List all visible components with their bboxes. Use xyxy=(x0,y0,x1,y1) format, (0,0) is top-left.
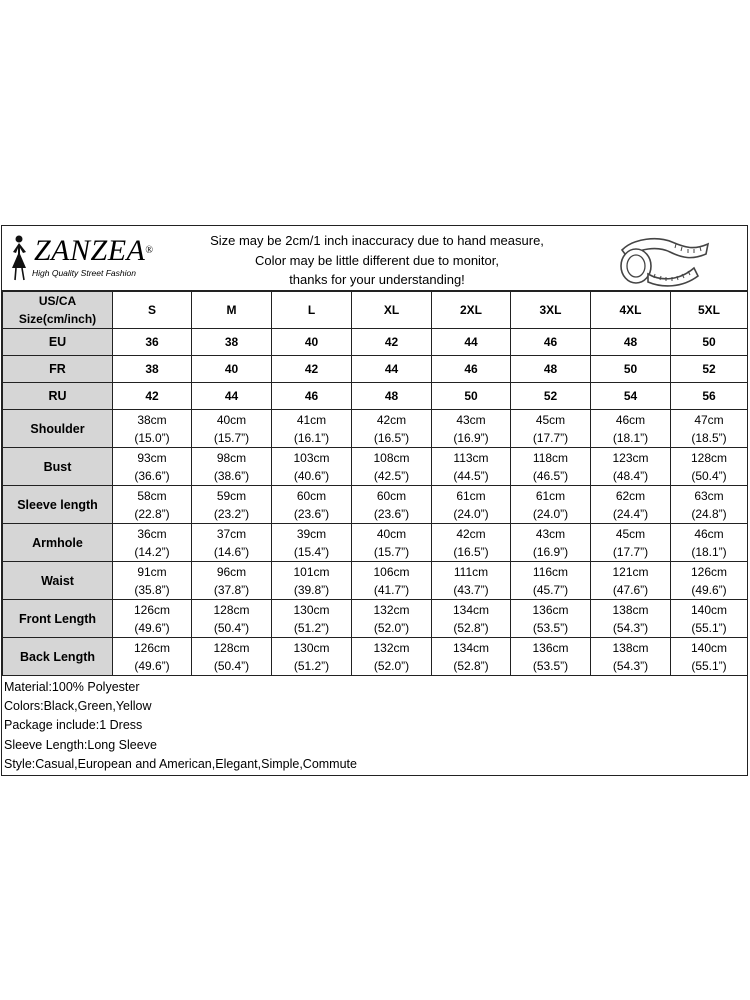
conversion-cell: 52 xyxy=(671,356,748,383)
measurement-cell xyxy=(432,410,511,448)
measurement-inch: (16.9”) xyxy=(532,544,569,559)
notice-line: Size may be 2cm/1 inch inaccuracy due to hand measure, xyxy=(210,233,544,248)
measurement-cm: 46cm xyxy=(694,526,724,541)
measurement-cm: 41cm xyxy=(296,412,327,427)
measurement-inch: (54.3”) xyxy=(612,620,649,635)
size-corner-label xyxy=(3,292,113,329)
measurement-cell xyxy=(511,562,591,600)
conversion-row xyxy=(3,383,748,410)
measurement-inch: (50.4”) xyxy=(213,620,250,635)
size-header-cell: L xyxy=(272,292,352,329)
conversion-cell: 40 xyxy=(272,329,352,356)
size-header-cell: S xyxy=(113,292,192,329)
measurement-cell xyxy=(432,562,511,600)
size-header-cell: 4XL xyxy=(591,292,671,329)
measurement-cell xyxy=(113,638,192,676)
size-header-cell: 2XL xyxy=(432,292,511,329)
measurement-cell xyxy=(591,410,671,448)
measurement-cell xyxy=(352,638,432,676)
conversion-cell: 46 xyxy=(432,356,511,383)
measurement-cell xyxy=(192,562,272,600)
measurement-cm: 128cm xyxy=(213,640,250,655)
measurement-cm: 134cm xyxy=(452,602,490,617)
measurement-cell xyxy=(671,410,748,448)
measurement-cm: 136cm xyxy=(532,602,569,617)
measurement-row-label: Waist xyxy=(3,562,113,600)
measurement-cell xyxy=(511,638,591,676)
measurement-inch: (16.5”) xyxy=(453,544,489,559)
measurement-row xyxy=(3,524,748,562)
measurement-cm: 108cm xyxy=(373,450,410,465)
measurement-inch: (42.5”) xyxy=(373,468,410,483)
conversion-cell: 50 xyxy=(432,383,511,410)
measurement-cell xyxy=(352,600,432,638)
measurement-inch: (52.8”) xyxy=(453,620,489,635)
measurement-cm: 59cm xyxy=(216,488,247,503)
measurement-inch: (18.1”) xyxy=(691,544,727,559)
measurement-cell xyxy=(671,486,748,524)
measurement-inch: (45.7”) xyxy=(532,582,569,597)
measurement-inch: (24.8”) xyxy=(691,506,727,521)
measurement-cm: 61cm xyxy=(456,488,486,503)
measurement-cell xyxy=(671,524,748,562)
conversion-cell: 44 xyxy=(432,329,511,356)
brand-wordmark: ZANZEA xyxy=(34,234,146,267)
measurement-inch: (46.5”) xyxy=(532,468,569,483)
measurement-cm: 61cm xyxy=(535,488,566,503)
size-notice xyxy=(192,231,562,290)
measurement-cell xyxy=(113,600,192,638)
measurement-cell xyxy=(113,524,192,562)
registered-mark: ® xyxy=(145,245,154,256)
measurement-cm: 47cm xyxy=(694,412,724,427)
size-header-cell: 5XL xyxy=(671,292,748,329)
measurement-cm: 118cm xyxy=(532,450,569,465)
measurement-cell xyxy=(591,562,671,600)
measurement-cm: 91cm xyxy=(137,564,167,579)
conversion-cell: 38 xyxy=(192,329,272,356)
measurement-cm: 93cm xyxy=(137,450,167,465)
measurement-inch: (23.2”) xyxy=(213,506,250,521)
measurement-cm: 140cm xyxy=(690,602,728,617)
measurement-cell xyxy=(352,410,432,448)
conversion-cell: 36 xyxy=(113,329,192,356)
measurement-row-label: Back Length xyxy=(3,638,113,676)
measurement-inch: (54.3”) xyxy=(612,658,649,673)
corner-label-line: US/CA xyxy=(38,294,77,308)
measurement-cell xyxy=(511,600,591,638)
measurement-cell xyxy=(352,448,432,486)
measurement-inch: (51.2”) xyxy=(293,620,330,635)
measurement-cell xyxy=(511,524,591,562)
measurement-inch: (40.6”) xyxy=(293,468,330,483)
measurement-row xyxy=(3,638,748,676)
measurement-cell xyxy=(352,562,432,600)
measurement-inch: (16.9”) xyxy=(453,430,489,445)
measurement-inch: (39.8”) xyxy=(293,582,330,597)
size-header-row xyxy=(3,292,748,329)
brand-tagline: High Quality Street Fashion xyxy=(32,268,136,278)
measurement-cm: 128cm xyxy=(213,602,250,617)
measurement-inch: (37.8”) xyxy=(213,582,250,597)
measurement-cm: 60cm xyxy=(296,488,327,503)
measurement-cell xyxy=(192,410,272,448)
measurement-cm: 63cm xyxy=(694,488,724,503)
measurement-cell xyxy=(511,486,591,524)
conversion-cell: 42 xyxy=(352,329,432,356)
measurement-inch: (36.6”) xyxy=(134,468,170,483)
measurement-row xyxy=(3,448,748,486)
measurement-cell xyxy=(113,486,192,524)
measurement-row xyxy=(3,600,748,638)
conversion-cell: 42 xyxy=(113,383,192,410)
measurement-cm: 106cm xyxy=(373,564,410,579)
measurement-inch: (15.4”) xyxy=(293,544,330,559)
detail-line: Style:Casual,European and American,Elegant,Simple,Commute xyxy=(4,756,357,771)
measurement-cm: 42cm xyxy=(456,526,486,541)
measurement-cm: 126cm xyxy=(690,564,728,579)
size-table xyxy=(2,291,748,676)
measurement-cell xyxy=(591,448,671,486)
detail-line: Package include:1 Dress xyxy=(4,718,143,733)
measurement-cm: 101cm xyxy=(293,564,330,579)
measurement-cell xyxy=(432,638,511,676)
measurement-cell xyxy=(432,600,511,638)
measurement-cell xyxy=(272,600,352,638)
measurement-cm: 45cm xyxy=(615,526,646,541)
measurement-cell xyxy=(671,638,748,676)
measurement-inch: (49.6”) xyxy=(691,582,727,597)
conversion-cell: 56 xyxy=(671,383,748,410)
measurement-inch: (53.5”) xyxy=(532,620,569,635)
size-header-cell: 3XL xyxy=(511,292,591,329)
conversion-row xyxy=(3,356,748,383)
measurement-cm: 37cm xyxy=(216,526,247,541)
measurement-inch: (14.2”) xyxy=(134,544,170,559)
measurement-cell xyxy=(272,638,352,676)
measurement-cm: 40cm xyxy=(376,526,407,541)
measurement-cell xyxy=(352,486,432,524)
brand-logo xyxy=(6,232,166,284)
measurement-cell xyxy=(192,524,272,562)
size-chart-header xyxy=(2,226,747,291)
measurement-inch: (18.1”) xyxy=(612,430,649,445)
measurement-cell xyxy=(113,410,192,448)
measurement-cm: 46cm xyxy=(615,412,646,427)
measurement-cell xyxy=(272,486,352,524)
measurement-cell xyxy=(432,448,511,486)
measurement-inch: (15.7”) xyxy=(373,544,410,559)
conversion-row-label: FR xyxy=(3,356,113,383)
measurement-inch: (48.4”) xyxy=(612,468,649,483)
size-header-cell: M xyxy=(192,292,272,329)
measurement-inch: (43.7”) xyxy=(453,582,489,597)
conversion-cell: 50 xyxy=(671,329,748,356)
measurement-inch: (55.1”) xyxy=(691,658,727,673)
conversion-cell: 48 xyxy=(352,383,432,410)
measurement-row-label: Sleeve length xyxy=(3,486,113,524)
measurement-inch: (52.0”) xyxy=(373,658,410,673)
measurement-cm: 123cm xyxy=(612,450,649,465)
measurement-inch: (53.5”) xyxy=(532,658,569,673)
conversion-cell: 48 xyxy=(591,329,671,356)
measurement-inch: (15.7”) xyxy=(213,430,250,445)
measurement-cm: 111cm xyxy=(453,564,489,579)
measurement-rows xyxy=(3,410,748,676)
measurement-inch: (44.5”) xyxy=(453,468,489,483)
measurement-inch: (35.8”) xyxy=(134,582,170,597)
measurement-cm: 60cm xyxy=(376,488,407,503)
conversion-cell: 40 xyxy=(192,356,272,383)
measurement-cell xyxy=(272,524,352,562)
conversion-cell: 48 xyxy=(511,356,591,383)
measurement-cm: 45cm xyxy=(535,412,566,427)
conversion-cell: 42 xyxy=(272,356,352,383)
conversion-row xyxy=(3,329,748,356)
measuring-tape-icon xyxy=(614,230,714,288)
measurement-cell xyxy=(192,638,272,676)
measurement-inch: (17.7”) xyxy=(532,430,569,445)
corner-label-line: Size(cm/inch) xyxy=(18,312,97,326)
notice-line: thanks for your understanding! xyxy=(289,272,465,287)
measurement-cm: 43cm xyxy=(535,526,566,541)
detail-line: Sleeve Length:Long Sleeve xyxy=(4,737,157,752)
measurement-cm: 36cm xyxy=(137,526,167,541)
measurement-cell xyxy=(352,524,432,562)
measurement-cell xyxy=(591,524,671,562)
measurement-cm: 132cm xyxy=(373,602,410,617)
measurement-inch: (52.8”) xyxy=(453,658,489,673)
measurement-inch: (24.0”) xyxy=(453,506,489,521)
detail-line: Material:100% Polyester xyxy=(4,680,140,694)
measurement-inch: (41.7”) xyxy=(373,582,410,597)
measurement-cm: 113cm xyxy=(453,450,489,465)
measurement-inch: (47.6”) xyxy=(612,582,649,597)
notice-line: Color may be little different due to monitor, xyxy=(255,252,499,268)
measurement-cm: 134cm xyxy=(452,640,490,655)
measurement-inch: (14.6”) xyxy=(213,544,250,559)
measurement-inch: (49.6”) xyxy=(134,620,170,635)
measurement-row-label: Shoulder xyxy=(3,410,113,448)
size-header-cell: XL xyxy=(352,292,432,329)
conversion-cell: 52 xyxy=(511,383,591,410)
measurement-cell xyxy=(671,600,748,638)
conversion-cell: 46 xyxy=(272,383,352,410)
measurement-cm: 130cm xyxy=(293,602,330,617)
measurement-inch: (55.1”) xyxy=(691,620,727,635)
measurement-cm: 138cm xyxy=(612,602,649,617)
conversion-cell: 38 xyxy=(113,356,192,383)
measurement-cm: 40cm xyxy=(216,412,247,427)
measurement-cell xyxy=(591,638,671,676)
measurement-row xyxy=(3,562,748,600)
measurement-cell xyxy=(192,486,272,524)
fashion-model-icon xyxy=(6,234,32,282)
measurement-row xyxy=(3,410,748,448)
measurement-cm: 116cm xyxy=(532,564,569,579)
measurement-cell xyxy=(272,562,352,600)
measurement-cm: 58cm xyxy=(137,488,167,503)
measurement-cell xyxy=(432,486,511,524)
measurement-inch: (24.4”) xyxy=(612,506,649,521)
measurement-cm: 38cm xyxy=(137,412,167,427)
product-details xyxy=(4,678,744,774)
measurement-cell xyxy=(591,486,671,524)
measurement-cm: 103cm xyxy=(293,450,330,465)
measurement-cell xyxy=(272,410,352,448)
measurement-inch: (17.7”) xyxy=(612,544,649,559)
measurement-row-label: Armhole xyxy=(3,524,113,562)
measurement-inch: (15.0”) xyxy=(134,430,170,445)
conversion-rows xyxy=(3,329,748,410)
measurement-inch: (16.1”) xyxy=(293,430,330,445)
brand-name xyxy=(34,236,153,266)
measurement-inch: (50.4”) xyxy=(691,468,727,483)
measurement-cell xyxy=(591,600,671,638)
measurement-cm: 121cm xyxy=(612,564,649,579)
measurement-inch: (23.6”) xyxy=(293,506,330,521)
measurement-cm: 130cm xyxy=(293,640,330,655)
measurement-cm: 39cm xyxy=(296,526,327,541)
conversion-cell: 44 xyxy=(352,356,432,383)
measurement-cell xyxy=(511,410,591,448)
measurement-cell xyxy=(113,448,192,486)
measurement-cell xyxy=(671,448,748,486)
conversion-row-label: RU xyxy=(3,383,113,410)
measurement-cm: 138cm xyxy=(612,640,649,655)
measurement-cm: 62cm xyxy=(615,488,646,503)
measurement-cm: 98cm xyxy=(216,450,247,465)
measurement-row-label: Bust xyxy=(3,448,113,486)
measurement-inch: (24.0”) xyxy=(532,506,569,521)
measurement-inch: (16.5”) xyxy=(373,430,410,445)
measurement-cm: 136cm xyxy=(532,640,569,655)
measurement-cm: 132cm xyxy=(373,640,410,655)
measurement-cell xyxy=(432,524,511,562)
conversion-cell: 44 xyxy=(192,383,272,410)
measurement-inch: (49.6”) xyxy=(134,658,170,673)
measurement-row xyxy=(3,486,748,524)
conversion-row-label: EU xyxy=(3,329,113,356)
measurement-inch: (52.0”) xyxy=(373,620,410,635)
measurement-cm: 128cm xyxy=(690,450,728,465)
measurement-cell xyxy=(192,448,272,486)
measurement-cell xyxy=(113,562,192,600)
size-chart xyxy=(1,225,748,776)
conversion-cell: 46 xyxy=(511,329,591,356)
measurement-cell xyxy=(671,562,748,600)
measurement-inch: (50.4”) xyxy=(213,658,250,673)
measurement-inch: (18.5”) xyxy=(691,430,727,445)
measurement-inch: (38.6”) xyxy=(213,468,250,483)
measurement-cm: 43cm xyxy=(456,412,486,427)
measurement-cell xyxy=(511,448,591,486)
measurement-cm: 96cm xyxy=(216,564,247,579)
measurement-cell xyxy=(192,600,272,638)
measurement-cm: 126cm xyxy=(133,602,171,617)
measurement-inch: (51.2”) xyxy=(293,658,330,673)
measurement-cell xyxy=(272,448,352,486)
measurement-row-label: Front Length xyxy=(3,600,113,638)
measurement-cm: 42cm xyxy=(376,412,407,427)
measurement-inch: (23.6”) xyxy=(373,506,410,521)
detail-line: Colors:Black,Green,Yellow xyxy=(4,699,152,714)
conversion-cell: 54 xyxy=(591,383,671,410)
measurement-inch: (22.8”) xyxy=(134,506,170,521)
conversion-cell: 50 xyxy=(591,356,671,383)
measurement-cm: 126cm xyxy=(133,640,171,655)
measurement-cm: 140cm xyxy=(690,640,728,655)
